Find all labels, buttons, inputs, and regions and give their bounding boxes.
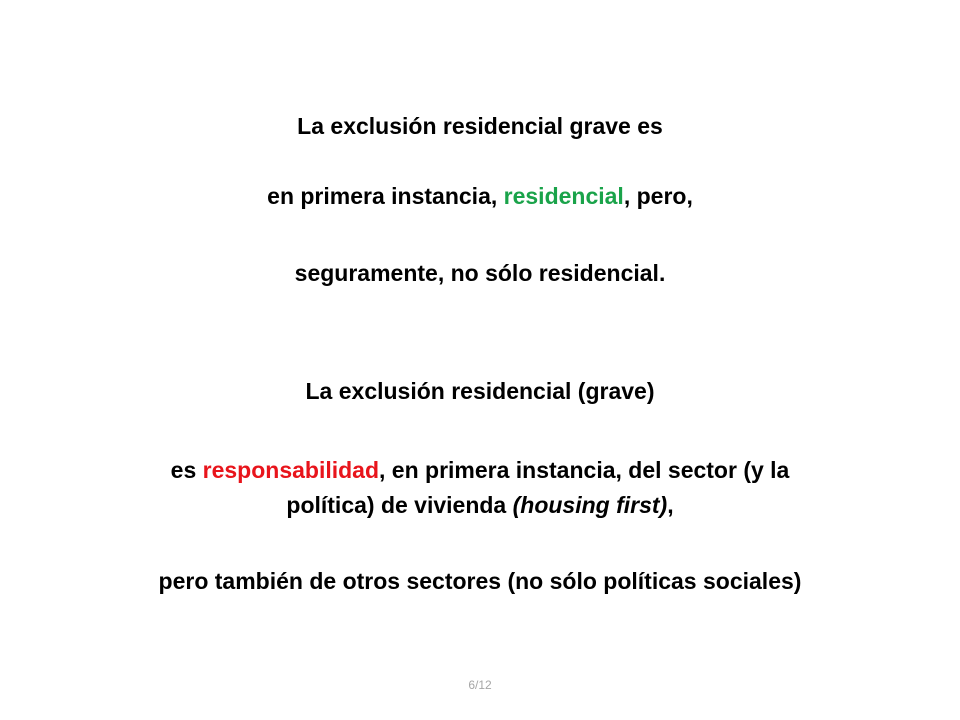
statement-1-text: , pero, — [623, 183, 693, 209]
statement-1-text: seguramente, no sólo residencial. — [294, 260, 666, 286]
statement-2-text: es — [170, 457, 203, 483]
statement-1-text: La exclusión residencial grave es — [297, 113, 663, 139]
highlight-responsabilidad: responsabilidad — [202, 457, 380, 483]
statement-2-line-4 — [0, 566, 960, 596]
housing-first-term: (housing first) — [512, 492, 668, 518]
statement-2-line-1 — [0, 376, 960, 406]
statement-2-text: La exclusión residencial (grave) — [305, 378, 655, 404]
statement-2-line-3 — [0, 490, 960, 520]
statement-1-line-1 — [0, 111, 960, 141]
page-number: 6/12 — [468, 678, 492, 692]
statement-2-text: política) de vivienda — [286, 492, 513, 518]
statement-2-text: , — [667, 492, 674, 518]
statement-1-text: en primera instancia, — [267, 183, 504, 209]
statement-1-line-3 — [0, 258, 960, 288]
statement-2-line-2 — [0, 455, 960, 485]
statement-1-line-2 — [0, 181, 960, 211]
highlight-residencial: residencial — [503, 183, 624, 209]
statement-2-text: pero también de otros sectores (no sólo políticas sociales) — [158, 568, 802, 594]
statement-2-text: , en primera instancia, del sector (y la — [379, 457, 790, 483]
